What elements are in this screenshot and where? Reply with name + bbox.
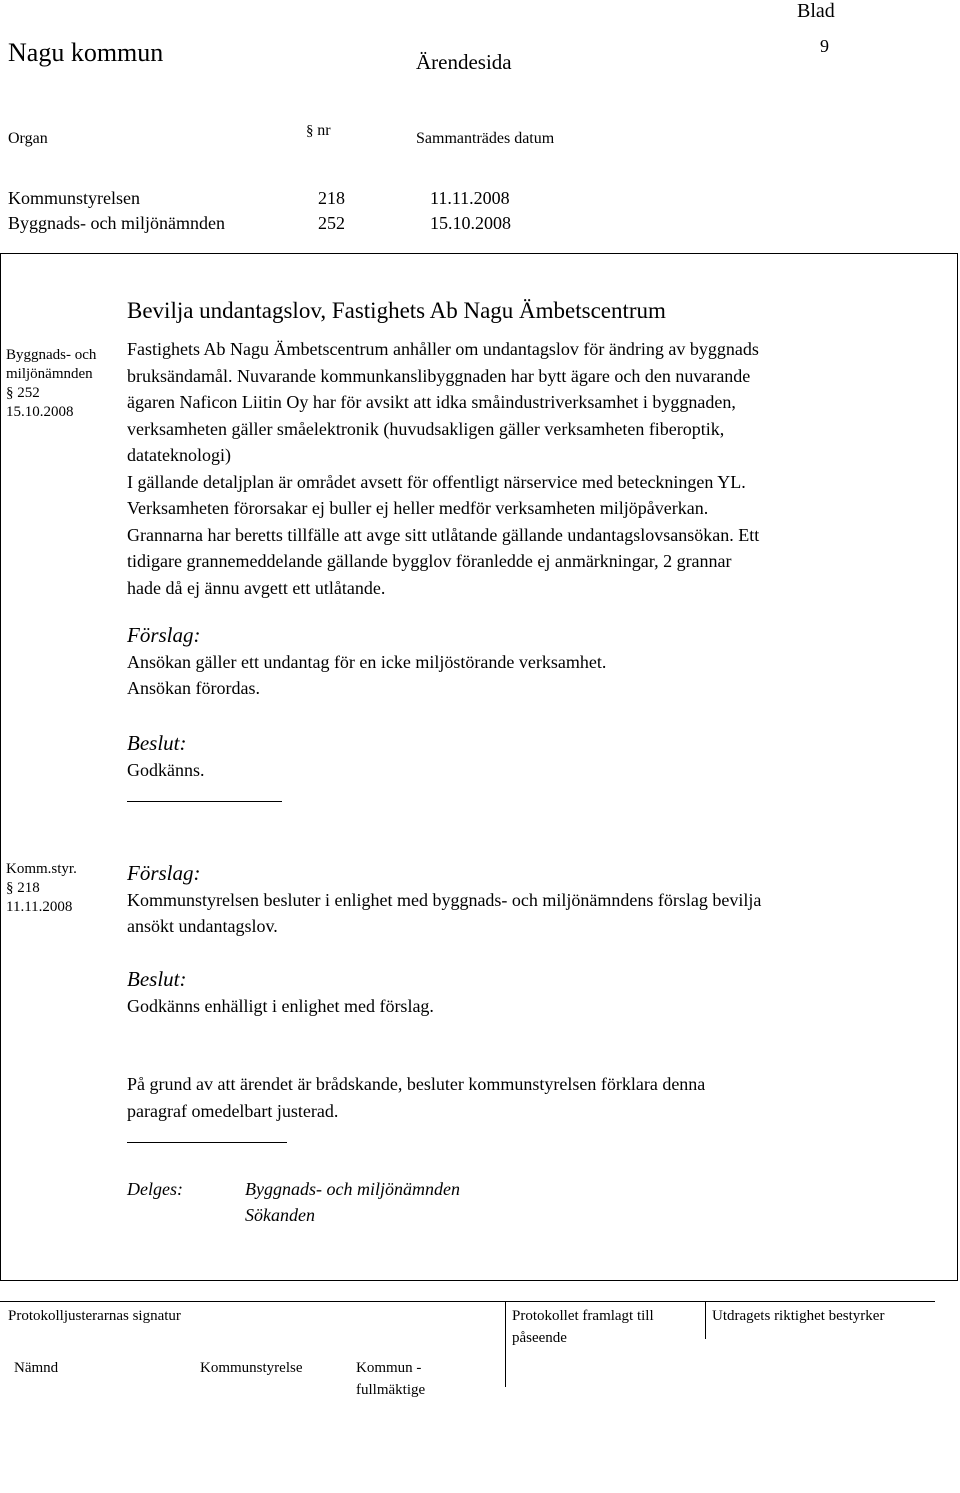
body-line: ägaren Naficon Liitin Oy har för avsikt att idka småindustriverksamhet i byggnaden, <box>127 392 736 412</box>
proposal-heading: Förslag: <box>127 861 201 885</box>
body-line: Fastighets Ab Nagu Ämbetscentrum anhåller om undantagslov för ändring av byggnads <box>127 339 759 359</box>
separator-rule <box>127 800 282 802</box>
body-line: bruksändamål. Nuvarande kommunkanslibyggnaden har bytt ägare och den nuvarande <box>127 365 751 386</box>
session-nr: 218 <box>318 188 345 208</box>
kommunstyrelse-label: Kommunstyrelse <box>200 1360 303 1376</box>
session-organ: Byggnads- och miljönämnden <box>8 213 225 233</box>
delges-recipients: Byggnads- och miljönämnden Sökanden <box>245 1179 460 1225</box>
body-line: datateknologi) <box>127 445 231 465</box>
signature-label: Protokolljusterarnas signatur <box>8 1308 181 1324</box>
organization-name: Nagu kommun <box>8 38 164 67</box>
session-date: 11.11.2008 <box>430 188 510 208</box>
case-title: Bevilja undantagslov, Fastighets Ab Nagu Ämbetscentrum <box>127 298 666 323</box>
delges-label: Delges: <box>127 1179 183 1199</box>
organ-label: Organ <box>8 130 48 147</box>
blad-number: 9 <box>820 36 829 56</box>
certified-label: Utdragets riktighet bestyrker <box>712 1308 885 1324</box>
urgency-clause: På grund av att ärendet är brådskande, besluter kommunstyrelsen förklara denna paragraf omedelbart justerad. <box>127 1071 927 1151</box>
footer-divider <box>505 1301 506 1387</box>
side-reference-1: Byggnads- och miljönämnden § 252 15.10.2008 <box>6 347 97 420</box>
decision-heading: Beslut: <box>127 967 187 991</box>
session-nr: 252 <box>318 213 345 233</box>
date-label: Sammanträdes datum <box>416 130 555 147</box>
posted-label: Protokollet framlagt till påseende <box>512 1308 654 1346</box>
decision-2: Beslut: Godkänns enhälligt i enlighet med förslag. <box>127 966 927 1019</box>
footer-top-rule <box>0 1301 935 1302</box>
case-body <box>127 336 927 601</box>
body-line: Verksamheten förorsakar ej buller ej heller medför verksamheten miljöpåverkan. <box>127 498 709 518</box>
separator-rule <box>127 1141 287 1143</box>
body-line: tidigare grannemeddelande gällande bygglov föranledde ej anmärkningar, 2 grannar <box>127 551 732 571</box>
body-line: I gällande detaljplan är området avsett för offentligt närservice med beteckningen YL. <box>127 471 746 492</box>
fullmaktige-label: Kommun - fullmäktige <box>356 1360 426 1398</box>
footer-divider <box>705 1301 706 1339</box>
side-reference-2: Komm.styr. § 218 11.11.2008 <box>6 861 77 915</box>
decision-heading: Beslut: <box>127 731 187 755</box>
blad-label: Blad <box>797 0 835 22</box>
nr-label: § nr <box>306 122 331 139</box>
body-line: Grannarna har beretts tillfälle att avge sitt utlåtande gällande undantagslovsansökan. Ett <box>127 524 760 545</box>
namnd-label: Nämnd <box>14 1360 59 1376</box>
proposal-1: Förslag: Ansökan gäller ett undantag för en icke miljöstörande verksamhet. Ansökan förordas. <box>127 622 927 702</box>
session-organ: Kommunstyrelsen <box>8 188 140 208</box>
body-line: hade då ej ännu avgett ett utlåtande. <box>127 577 386 598</box>
decision-1: Beslut: Godkänns. <box>127 730 927 810</box>
page-title: Ärendesida <box>416 50 512 74</box>
proposal-2: Förslag: Kommunstyrelsen besluter i enlighet med byggnads- och miljönämndens förslag bevilja ansökt undantagslov. <box>127 860 927 940</box>
proposal-heading: Förslag: <box>127 623 201 647</box>
session-date: 15.10.2008 <box>430 213 511 233</box>
body-line: verksamheten gäller småelektronik (huvudsakligen gäller verksamheten fiberoptik, <box>127 418 725 439</box>
